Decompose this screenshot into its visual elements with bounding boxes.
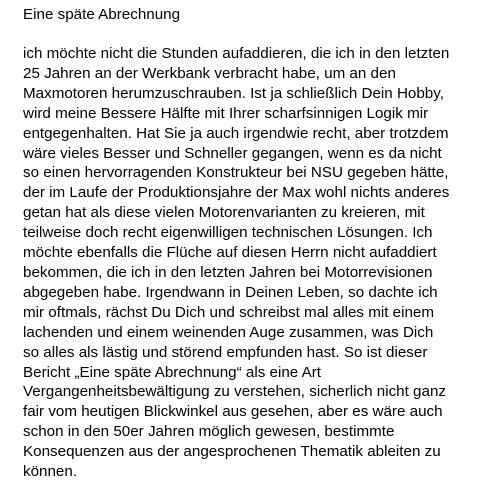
body-line: wird meine Bessere Hälfte mit Ihrer scharfsinnigen Logik mir: [23, 104, 429, 122]
body-line: abgegeben habe. Irgendwann in Deinen Leben, so dachte ich: [23, 283, 438, 301]
body-line: teilweise doch recht eigenwilligen technischen Lösungen. Ich: [23, 224, 433, 242]
body-line: Maxmotoren herumzuschrauben. Ist ja schließlich Dein Hobby,: [23, 84, 444, 102]
body-line: 25 Jahren an der Werkbank verbracht habe, um an den: [23, 64, 396, 82]
body-line: Bericht „Eine späte Abrechnung“ als eine Art: [23, 363, 322, 381]
document-page: [23, 5, 493, 482]
body-line: Vergangenheitsbewältigung zu verstehen, sicherlich nicht ganz: [23, 383, 446, 401]
body-line: getan hat als diese vielen Motorenvarianten zu kreieren, mit: [23, 204, 425, 222]
body-line: bekommen, die ich in den letzten Jahren bei Motorrevisionen: [23, 263, 433, 281]
body-line: der im Laufe der Produktionsjahre der Max wohl nichts anderes: [23, 184, 450, 202]
document-body: [23, 44, 493, 482]
body-line: können.: [23, 463, 78, 481]
body-line: so alles als lästig und störend empfunden hast. So ist dieser: [23, 343, 428, 361]
body-line: fair vom heutigen Blickwinkel aus gesehen, aber es wäre auch: [23, 403, 443, 421]
body-line: wäre vieles Besser und Schneller gegangen, wenn es da nicht: [23, 144, 442, 162]
document-title: Eine späte Abrechnung: [23, 6, 181, 23]
body-line: schon in den 50er Jahren möglich gewesen, bestimmte: [23, 423, 395, 441]
body-line: Konsequenzen aus der angesprochenen Thematik ableiten zu: [23, 443, 441, 461]
body-line: möchte ebenfalls die Flüche auf diesen Herrn nicht aufaddiert: [23, 244, 437, 262]
body-line: mir oftmals, rächst Du Dich und schreibst mal alles mit einem: [23, 303, 435, 321]
body-line: lachenden und einem weinenden Auge zusammen, was Dich: [23, 323, 434, 341]
body-line: entgegenhalten. Hat Sie ja auch irgendwie recht, aber trotzdem: [23, 124, 449, 142]
body-line: so einen hervorragenden Konstrukteur bei NSU gegeben hätte,: [23, 164, 449, 182]
body-line: ich möchte nicht die Stunden aufaddieren, die ich in den letzten: [23, 45, 450, 62]
